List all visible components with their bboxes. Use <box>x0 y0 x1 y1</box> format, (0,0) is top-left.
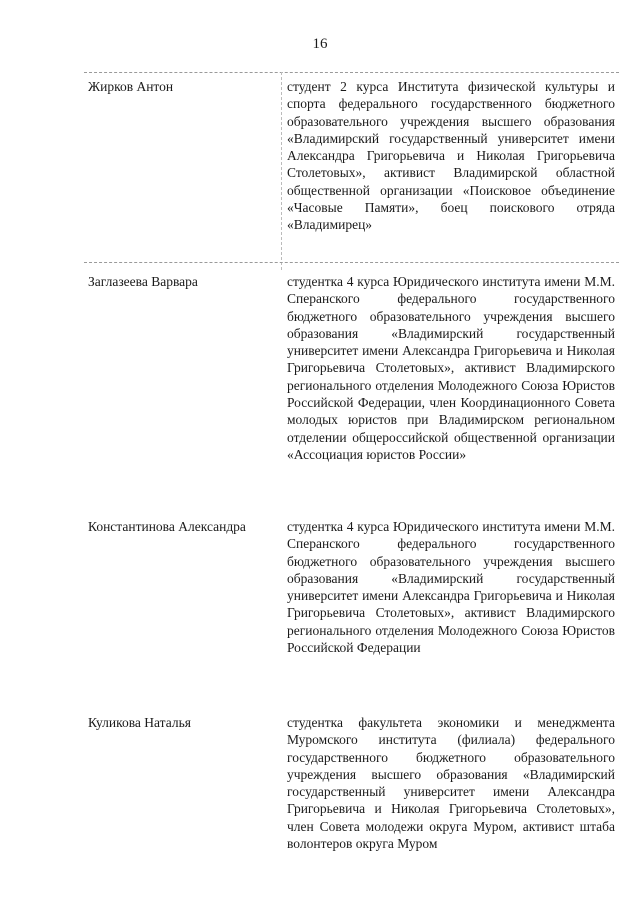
person-name: Заглазеева Варвара <box>88 274 198 289</box>
row-divider <box>84 262 619 263</box>
person-description: студентка 4 курса Юридического института имени М.М. Сперанского федерального государственного бюджетного образовательного учреждения высшего образования «Владимирский государственный университет имени Александра Григорьевича и Николая Григорьевича Столетовых», активист Владимирского регионального отделения Молодежного Союза Юристов Российской Федерации <box>287 519 615 656</box>
person-description: студент 2 курса Института физической культуры и спорта федерального государственного бюджетного образовательного учреждения высшего образования «Владимирский государственный университет имени Александра Григорьевича и Николая Григорьевича Столетовых», активист Владимирской областной общественной организации «Поисковое объединение «Часовые Памяти», боец поискового отряда «Владимирец» <box>287 79 615 233</box>
person-description: студентка 4 курса Юридического института имени М.М. Сперанского федерального государственного бюджетного образовательного учреждения высшего образования «Владимирский государственный университет имени Александра Григорьевича и Николая Григорьевича Столетовых», активист Владимирского регионального отделения Молодежного Союза Юристов Российской Федерации, член Координационного Совета молодых юристов при Владимирском региональном отделении общероссийской общественной организации «Ассоциация юристов России» <box>287 274 615 462</box>
person-name: Куликова Наталья <box>88 715 191 730</box>
page-number: 16 <box>312 36 328 52</box>
person-name: Жирков Антон <box>88 79 174 94</box>
table-column-divider <box>281 72 282 270</box>
person-description: студентка факультета экономики и менеджмента Муромского института (филиала) федерального государственного бюджетного образовательного учреждения высшего образования «Владимирский государственный университет имени Александра Григорьевича и Николая Григорьевича Столетовых», член Совета молодежи округа Муром, активист штаба волонтеров округа Муром <box>287 715 615 852</box>
table-top-rule <box>84 72 619 73</box>
person-name: Константинова Александра <box>88 519 246 534</box>
